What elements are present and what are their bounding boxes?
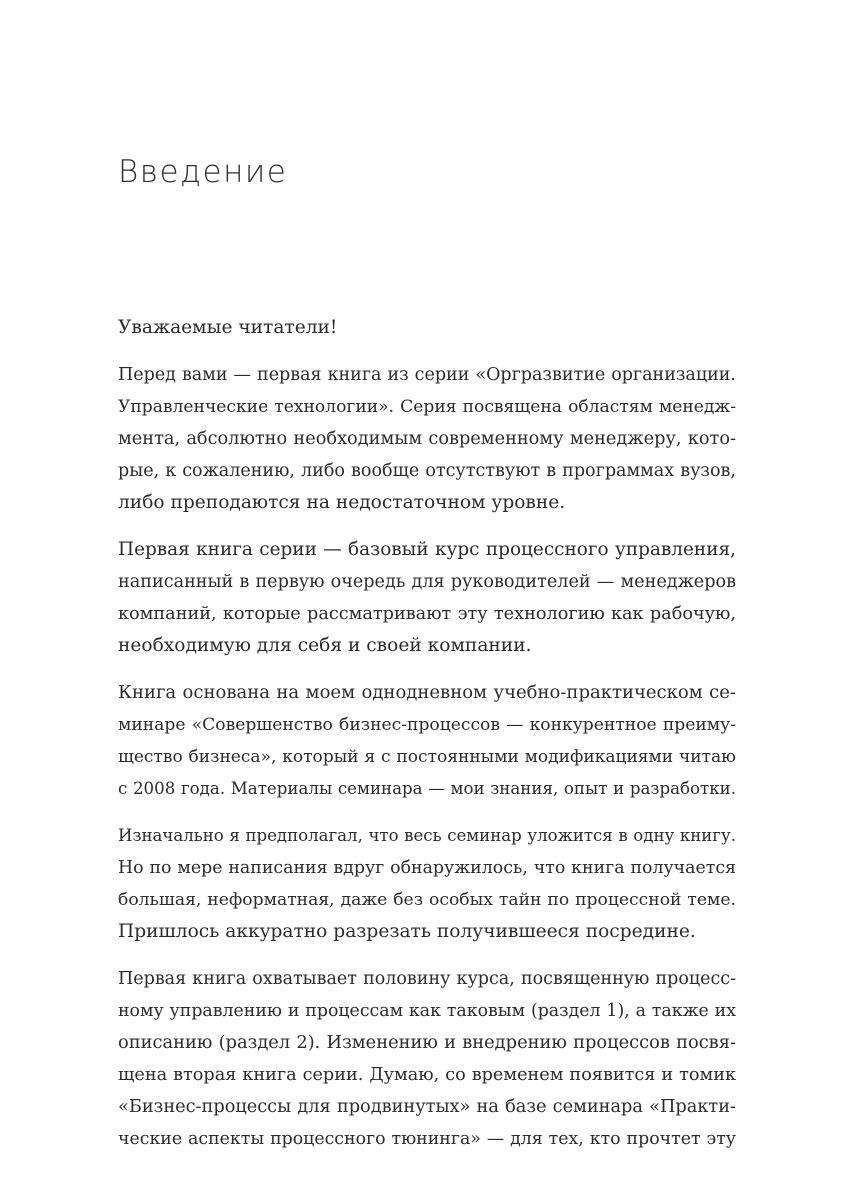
body-text bbox=[118, 312, 736, 1170]
text-line: Но по мере написания вдруг обнаружилось, что книга получается bbox=[118, 858, 736, 878]
text-line: описанию (раздел 2). Изменению и внедрению процессов посвя- bbox=[118, 1032, 736, 1053]
text-line: компаний, которые рассматривают эту технологию как рабочую, bbox=[118, 604, 736, 624]
text-line: большая, неформатная, даже без особых тайн по процессной теме. bbox=[118, 890, 736, 910]
text-line: либо преподаются на недостаточном уровне. bbox=[118, 492, 566, 513]
text-line: ческие аспекты процессного тюнинга» — для тех, кто прочтет эту bbox=[118, 1129, 736, 1149]
greeting-line: Уважаемые читатели! bbox=[118, 317, 338, 338]
text-line: Первая книга серии — базовый курс процессного управления, bbox=[118, 539, 736, 560]
paragraph-4 bbox=[118, 820, 736, 948]
text-line: щена вторая книга серии. Думаю, со временем появится и томик bbox=[118, 1065, 736, 1085]
text-line: Первая книга охватывает половину курса, посвященную процесс- bbox=[118, 969, 736, 989]
text-line: Управленческие технологии». Серия посвящена областям менедж- bbox=[118, 397, 736, 417]
text-line: с 2008 года. Материалы семинара — мои знания, опыт и разработки. bbox=[118, 779, 736, 798]
text-line: Перед вами — первая книга из серии «Оргразвитие организации. bbox=[118, 365, 736, 385]
paragraph-5 bbox=[118, 963, 736, 1155]
text-line: рые, к сожалению, либо вообще отсутствуют в программах вузов, bbox=[118, 461, 736, 481]
text-line: минаре «Совершенство бизнес-процессов — конкурентное преиму- bbox=[118, 715, 736, 735]
text-line: «Бизнес-процессы для продвинутых» на базе семинара «Практи- bbox=[118, 1097, 736, 1117]
text-line: необходимую для себя и своей компании. bbox=[118, 635, 532, 656]
text-line: мента, абсолютно необходимым современному менеджеру, кото- bbox=[118, 429, 736, 449]
text-line: написанный в первую очередь для руководителей — менеджеров bbox=[118, 572, 736, 592]
chapter-title: Введение bbox=[118, 154, 288, 190]
paragraph-2 bbox=[118, 534, 736, 662]
text-line: Пришлось аккуратно разрезать получившееся посредине. bbox=[118, 921, 696, 942]
text-line: Изначально я предполагал, что весь семинар уложится в одну книгу. bbox=[118, 826, 736, 845]
text-line: Книга основана на моем однодневном учебно-практическом се- bbox=[118, 682, 736, 703]
paragraph-1 bbox=[118, 359, 736, 519]
text-line: щество бизнеса», который я с постоянными модификациями читаю bbox=[118, 747, 736, 767]
text-line: ному управлению и процессам как таковым (раздел 1), а также их bbox=[118, 1001, 736, 1021]
paragraph-3 bbox=[118, 677, 736, 805]
